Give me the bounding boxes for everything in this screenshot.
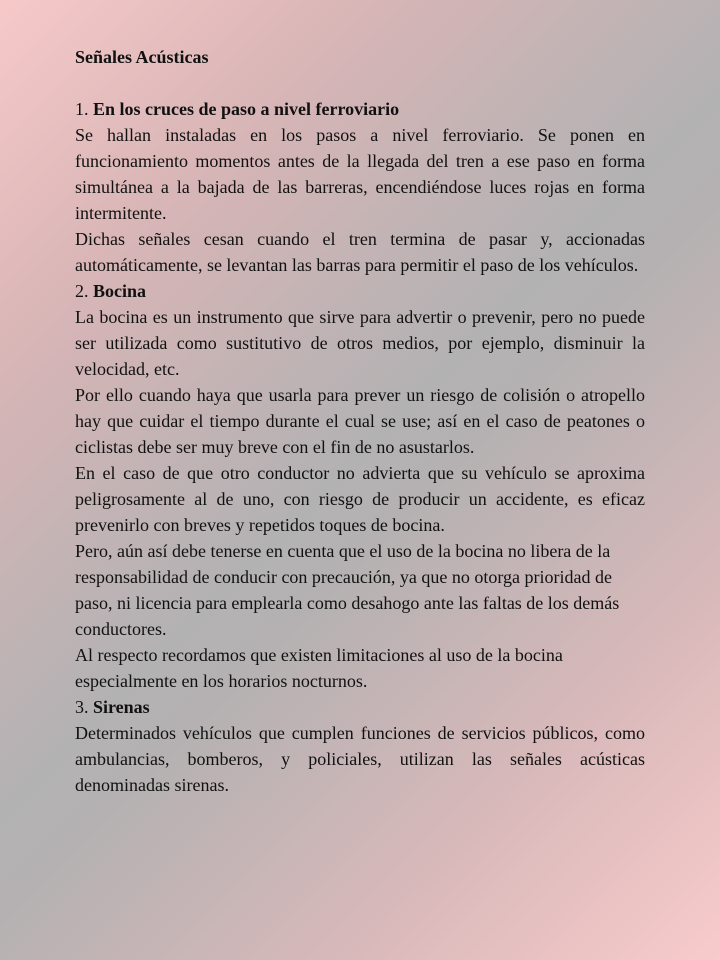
section-heading-3	[75, 694, 645, 720]
section-number: 3.	[75, 697, 89, 717]
document-title: Señales Acústicas	[75, 47, 209, 67]
paragraph: La bocina es un instrumento que sirve para advertir o prevenir, pero no puede ser utilizada como sustitutivo de otros medios, por ejemplo, disminuir la velocidad, etc.	[75, 307, 645, 379]
section-number: 1.	[75, 99, 89, 119]
document-page	[75, 44, 645, 798]
blank-line	[75, 70, 645, 96]
section-title: Sirenas	[93, 697, 150, 717]
paragraph: Pero, aún así debe tenerse en cuenta que el uso de la bocina no libera de la responsabilidad de conducir con precaución, ya que no otorga prioridad de paso, ni licencia para emplearla como desahogo ante las faltas de los demás conductores.	[75, 541, 620, 639]
section-title: En los cruces de paso a nivel ferroviario	[93, 99, 400, 119]
paragraph: Dichas señales cesan cuando el tren termina de pasar y, accionadas automáticamente, se levantan las barras para permitir el paso de los vehículos.	[75, 229, 645, 275]
paragraph: En el caso de que otro conductor no advierta que su vehículo se aproxima peligrosamente al de uno, con riesgo de producir un accidente, es eficaz prevenirlo con breves y repetidos toques de bocina.	[75, 463, 645, 535]
paragraph: Al respecto recordamos que existen limitaciones al uso de la bocina especialmente en los horarios nocturnos.	[75, 645, 563, 691]
section-number: 2.	[75, 281, 89, 301]
paragraph: Por ello cuando haya que usarla para prever un riesgo de colisión o atropello hay que cuidar el tiempo durante el cual se use; así en el caso de peatones o ciclistas debe ser muy breve con el fin de no asustarlos.	[75, 385, 645, 457]
paragraph: Determinados vehículos que cumplen funciones de servicios públicos, como ambulancias, bomberos, y policiales, utilizan las señales acústicas denominadas sirenas.	[75, 723, 645, 795]
section-title: Bocina	[93, 281, 147, 301]
paragraph: Se hallan instaladas en los pasos a nivel ferroviario. Se ponen en funcionamiento momentos antes de la llegada del tren a ese paso en forma simultánea a la bajada de las barreras, encendiéndose luces rojas en forma intermitente.	[75, 125, 645, 223]
section-heading-1	[75, 96, 645, 122]
section-heading-2	[75, 278, 645, 304]
